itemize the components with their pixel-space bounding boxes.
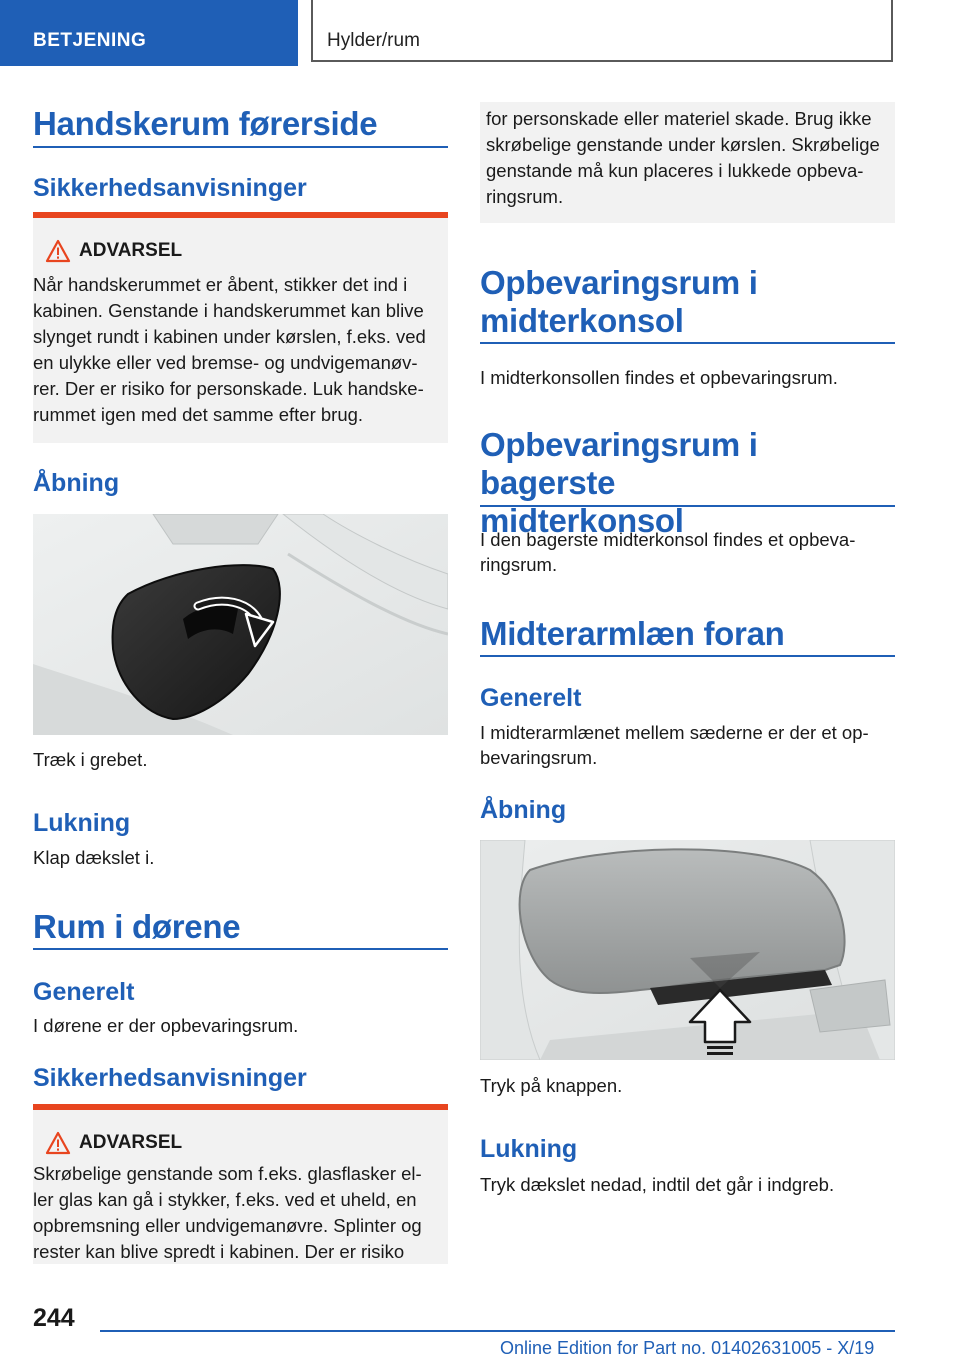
opening-heading: Åbning — [33, 469, 120, 497]
text-line: I den bagerste midterkonsol findes et opbeva- — [480, 529, 856, 550]
title-line: Opbevaringsrum i — [480, 264, 758, 301]
warning-line: Når handskerummet er åbent, stikker det ind i — [33, 274, 408, 295]
opening-caption: Tryk på knappen. — [480, 1075, 623, 1096]
page-number: 244 — [33, 1304, 75, 1332]
armrest-title: Midterarmlæn foran — [480, 615, 785, 652]
warning-bar — [33, 212, 448, 218]
text-line: ringsrum. — [480, 554, 558, 575]
opening-heading: Åbning — [480, 796, 567, 824]
title-rule — [480, 342, 895, 344]
warning-text — [486, 106, 891, 210]
safety-heading: Sikkerhedsanvisninger — [33, 1064, 307, 1092]
warning-text — [33, 1161, 438, 1265]
chapter-label: Hylder/rum — [327, 30, 420, 51]
title-rule — [33, 146, 448, 148]
warning-line: kabinen. Genstande i handskerummet kan blive — [33, 300, 424, 321]
general-heading: Generelt — [33, 978, 135, 1006]
warning-text — [33, 272, 438, 428]
title-line: Opbevaringsrum i bagerste — [480, 426, 758, 501]
warning-line: en ulykke eller ved bremse- og undvigemanøv- — [33, 352, 418, 373]
title-rule — [480, 505, 895, 507]
warning-line: ringsrum. — [486, 186, 564, 207]
general-text: I dørene er der opbevaringsrum. — [33, 1015, 299, 1036]
text-line: I midterarmlænet mellem sæderne er der et op- — [480, 722, 869, 743]
warning-line: slynget rundt i kabinen under kørslen, f.eks. ved — [33, 326, 426, 347]
closing-heading: Lukning — [480, 1135, 578, 1163]
warning-continuation-box — [480, 102, 895, 223]
text-line: bevaringsrum. — [480, 747, 598, 768]
doors-title: Rum i dørene — [33, 908, 241, 945]
warning-box-glovebox — [33, 212, 448, 443]
opening-caption: Træk i grebet. — [33, 749, 148, 770]
glovebox-title: Handskerum førerside — [33, 105, 378, 142]
armrest-photo — [480, 840, 895, 1060]
title-line: midterkonsol — [480, 302, 684, 339]
rear-console-text — [480, 527, 895, 577]
title-line: midterkonsol — [480, 502, 684, 539]
general-text — [480, 720, 895, 770]
warning-line: rummet igen med det samme efter brug. — [33, 404, 364, 425]
page-header — [0, 0, 960, 66]
section-label: BETJENING — [33, 30, 147, 51]
warning-line: ler glas kan gå i stykker, f.eks. ved et uheld, en — [33, 1189, 417, 1210]
footer-rule — [100, 1330, 895, 1332]
safety-heading: Sikkerhedsanvisninger — [33, 174, 307, 202]
warning-triangle-icon — [45, 239, 71, 263]
warning-line: for personskade eller materiel skade. Brug ikke — [486, 108, 872, 129]
armrest-illustration — [480, 840, 895, 1060]
console-title — [480, 264, 895, 340]
closing-heading: Lukning — [33, 809, 131, 837]
glovebox-illustration — [33, 514, 448, 735]
glovebox-photo — [33, 514, 448, 735]
general-heading: Generelt — [480, 684, 582, 712]
rear-console-title — [480, 426, 895, 540]
warning-line: genstande må kun placeres i lukkede opbeva- — [486, 160, 864, 181]
edition-text: Online Edition for Part no. 01402631005 - X/19 — [500, 1338, 875, 1358]
warning-label: ADVARSEL — [79, 240, 183, 261]
section-tab — [0, 0, 298, 66]
warning-label: ADVARSEL — [79, 1132, 183, 1153]
closing-text: Klap dækslet i. — [33, 847, 155, 868]
console-text: I midterkonsollen findes et opbevaringsrum. — [480, 367, 838, 388]
chapter-tab — [311, 0, 893, 62]
warning-triangle-icon — [45, 1131, 71, 1155]
warning-line: Skrøbelige genstande som f.eks. glasflasker el- — [33, 1163, 422, 1184]
warning-line: rer. Der er risiko for personskade. Luk handske- — [33, 378, 424, 399]
title-rule — [33, 948, 448, 950]
title-rule — [480, 655, 895, 657]
closing-text: Tryk dækslet nedad, indtil det går i indgreb. — [480, 1174, 835, 1195]
warning-bar — [33, 1104, 448, 1110]
warning-line: opbremsning eller undvigemanøvre. Splinter og — [33, 1215, 422, 1236]
warning-line: skrøbelige genstande under kørslen. Skrøbelige — [486, 134, 880, 155]
warning-line: rester kan blive spredt i kabinen. Der er risiko — [33, 1241, 405, 1262]
warning-box-doors — [33, 1104, 448, 1264]
